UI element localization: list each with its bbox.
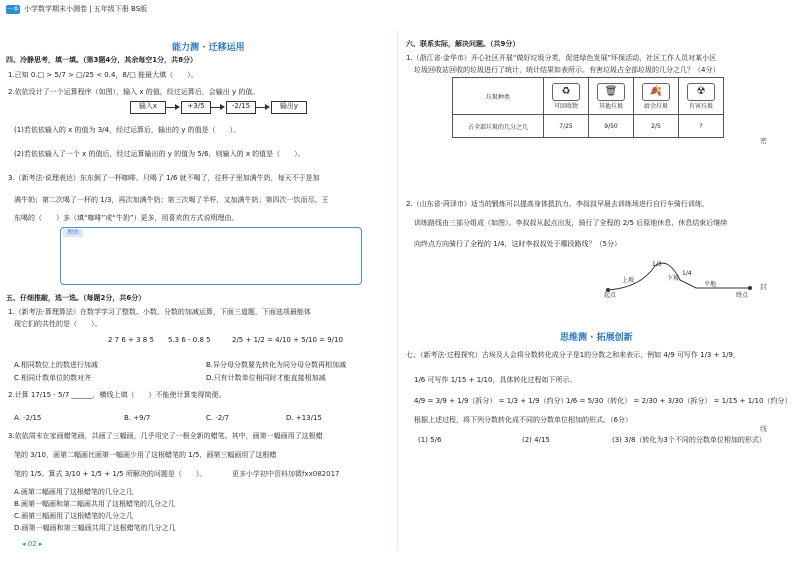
calc-fraction: 2/5 + 1/2 = 4/10 + 5/10 = 9/10 <box>232 336 343 344</box>
route-label-end: 终点 <box>736 292 749 299</box>
table-cell: 2/5 <box>634 115 679 138</box>
category-hazardous <box>679 78 724 115</box>
reason-answer-box[interactable] <box>60 227 362 285</box>
q3-line2: 满牛奶；第二次喝了一杯的 1/3，再次加满牛奶；第三次喝了半杯，又加满牛奶；第四次一饮而尽。王 <box>14 196 329 204</box>
q5-2-option-c[interactable]: C. -2/7 <box>206 414 230 422</box>
q5-2-option-d[interactable]: D. +13/15 <box>286 414 322 422</box>
flow-arrow <box>210 107 224 108</box>
route-label-downhill: 下坡 <box>667 275 680 282</box>
seal-char-1: 密 <box>760 137 767 145</box>
flow-subtract: -2/15 <box>226 101 256 114</box>
waste-table <box>452 77 724 138</box>
q5-2-option-a[interactable]: A. -2/15 <box>14 414 42 422</box>
header-badge: 一本 <box>6 6 19 13</box>
q5-3-line3: 笔的 1/5。算式 3/10 + 1/5 + 1/5 所解决的问题是（ ）。 <box>14 470 207 478</box>
category-label: 可回收物 <box>553 102 578 110</box>
page-number: ◂ 02 ▸ <box>22 540 43 548</box>
q5-3-option-d[interactable]: D.画第一幅画和第三幅画共用了这根蜡笔的几分之几 <box>14 524 176 532</box>
q3-line1: 3.（新考法·说理表达）东东倒了一杯咖啡，只喝了 1/6 就不喝了，往杯子里加满牛奶，每天不于是加 <box>8 174 320 182</box>
route-fraction-down: 1/4 <box>682 270 692 277</box>
q1-text: 1.已知 0.□ > 5/7 > □/25 < 0.4，8/□ 能最大填（ ）。 <box>8 71 198 79</box>
task-2: (2) 4/15 <box>522 436 550 444</box>
q2a-text: (1)若依依输入的 x 的值为 3/4，经过运算后，输出的 y 的值是（ ）。 <box>14 126 241 134</box>
q5-1-option-d[interactable]: D.只有计数单位相同时才能直接相加减 <box>206 374 326 382</box>
hazard-icon: ☢ <box>687 83 715 101</box>
route-label-uphill: 上坡 <box>622 277 635 284</box>
route-label-start: 起点 <box>604 292 617 299</box>
category-label: 有害垃圾 <box>688 102 713 110</box>
table-cell: 7/25 <box>544 115 589 138</box>
q2-text: 2.依依设计了一个运算程序（如图），输入 x 的值，经过运算后，会输出 y 的值。 <box>8 88 260 96</box>
q5-2-option-b[interactable]: B. +9/7 <box>124 414 151 422</box>
category-recyclable <box>544 78 589 115</box>
flow-add: +3/5 <box>181 101 211 114</box>
flow-input: 输入x <box>130 101 166 114</box>
q5-3-line1: 3.依依周末在家画蜡笔画，共画了三幅画，几乎用完了一根全新的蜡笔。其中，画第一幅画用了这根蜡 <box>8 432 323 440</box>
recycle-icon: ♻ <box>552 83 580 101</box>
trash-icon: 🗑 <box>597 83 625 101</box>
flow-arrow <box>165 107 179 108</box>
route-fraction-up: 1/3 <box>652 261 662 268</box>
part4-heading: 四、冷静思考，填一填。（第3题4分，其余每空1分，共8分） <box>6 56 197 64</box>
table-header: 垃圾种类 <box>453 78 544 115</box>
q5-1-option-a[interactable]: A.相同数位上的数进行加减 <box>14 361 98 369</box>
end-point <box>748 286 752 290</box>
food-waste-icon: 🍂 <box>642 83 670 101</box>
q3-line3: 东喝的（ ）多（填“咖啡”或“牛奶”）更多，用喜欢的方式说明理由。 <box>14 214 239 222</box>
section-title-ability: 能力测 · 迁移运用 <box>172 43 245 53</box>
category-label: 其他垃圾 <box>598 102 623 110</box>
task-3: (3) 3/8（转化为3个不同的分数单位相加的形式） <box>612 436 766 444</box>
q5-1-option-c[interactable]: C.相同计数单位的数对齐 <box>14 374 92 382</box>
calc-decimal: 5.3 6 - 0.8 5 <box>168 336 211 344</box>
r1-line2: 垃圾回收站回收的垃圾进行了统计，统计结果如表所示。有害垃圾占全部垃圾的几分之几？（4分） <box>414 66 720 74</box>
category-other <box>589 78 634 115</box>
q5-3-option-c[interactable]: C.画第三幅画用了这根蜡笔的几分之几 <box>14 512 134 520</box>
section-title-thinking: 思维测 · 拓展创新 <box>560 333 633 343</box>
part7-line2: 1/6 可写作 1/15 + 1/10，具体转化过程如下所示。 <box>414 376 577 384</box>
part7-line1: 七、（新考法·过程探究）古埃及人会将分数转化成分子是1的分数之和来表示，例如 4/9 可写作 1/3 + 1/9， <box>406 351 740 359</box>
part7-instruction: 根据上述过程，将下列分数转化成不同的分数单位相加的形式。（6分） <box>414 416 632 424</box>
route-label-flat: 平地 <box>704 281 717 288</box>
q5-3-option-b[interactable]: B.画第一幅画和第二幅画共用了这根蜡笔的几分之几 <box>14 500 176 508</box>
q2b-text: (2)若依依输入了一个 x 的值后，经过运算输出的 y 的值为 5/6，则输入的 x 的值是（ ）。 <box>14 150 305 158</box>
r1-line1: 1.（浙江省·金华市）开心社区开展“做好垃圾分类，促进绿色发展”环保活动，社区工作人员对某小区 <box>406 54 717 62</box>
reason-label: 理由 <box>63 229 83 237</box>
example-2: 1/6 = 5/30（转化） = 2/30 + 3/30（拆分） = 1/15 + 1/10（约分） <box>566 397 792 405</box>
row-label: 占全部垃圾的几分之几 <box>453 115 544 138</box>
table-cell: ? <box>679 115 724 138</box>
r2-line3: 向终点方向骑行了全程的 1/4，这时李叔叔处于哪段路线？（5分） <box>414 240 621 248</box>
q5-3-line2: 笔的 3/10，画第二幅画比画第一幅画少用了这根蜡笔的 1/5，画第三幅画用了这根蜡 <box>14 451 277 459</box>
category-kitchen <box>634 78 679 115</box>
task-1: (1) 5/6 <box>418 436 442 444</box>
column-divider <box>397 30 398 550</box>
table-cell: 9/50 <box>589 115 634 138</box>
r2-line2: 训练路线由三部分组成（如图）。李叔叔从起点出发，骑行了全程的 2/5 后原地休息，休息结束后继续 <box>414 219 728 227</box>
example-1: 4/9 = 3/9 + 1/9（拆分） = 1/3 + 1/9（约分） <box>414 397 568 405</box>
r2-line1: 2.（山东省·菏泽市）适当的锻炼可以提高身体抵抗力。李叔叔早晨去训练场进行自行车骑行训练， <box>406 200 709 208</box>
seal-char-2: 封 <box>760 283 767 291</box>
page-number-text: 02 <box>27 540 37 548</box>
q5-1-option-b[interactable]: B.异分母分数要先转化为同分母分数再相加减 <box>206 361 347 369</box>
watermark-text: 更多小学初中资料加微fxx082017 <box>232 470 340 478</box>
flow-output: 输出y <box>271 101 307 114</box>
part5-heading: 五、仔细推敲，选一选。（每题2分，共6分） <box>6 294 146 302</box>
q5-1-text: 1.（新考法·算理算法）在数学学习了整数、小数、分数的加减运算，下面三道题，下面选项最能体 <box>8 308 311 316</box>
category-label: 厨余垃圾 <box>643 102 668 110</box>
q5-1-text-cont: 现它们的共性的是（ ）。 <box>14 320 102 328</box>
header-title: 小学数学期末小测卷 | 五年级下册 BS版 <box>24 5 148 13</box>
q5-3-option-a[interactable]: A.画第二幅画用了这根蜡笔的几分之几 <box>14 488 133 496</box>
seal-char-3: 线 <box>760 425 767 433</box>
calc-integer: 2 7 6 + 3 8 5 <box>108 336 154 344</box>
flow-arrow <box>255 107 269 108</box>
q5-2-text: 2.计算 17/15 - 5/7 ______，横线上填（ ）不能使计算变得简便。 <box>8 391 226 399</box>
part6-heading: 六、联系实际，解决问题。（共9分） <box>406 40 520 48</box>
